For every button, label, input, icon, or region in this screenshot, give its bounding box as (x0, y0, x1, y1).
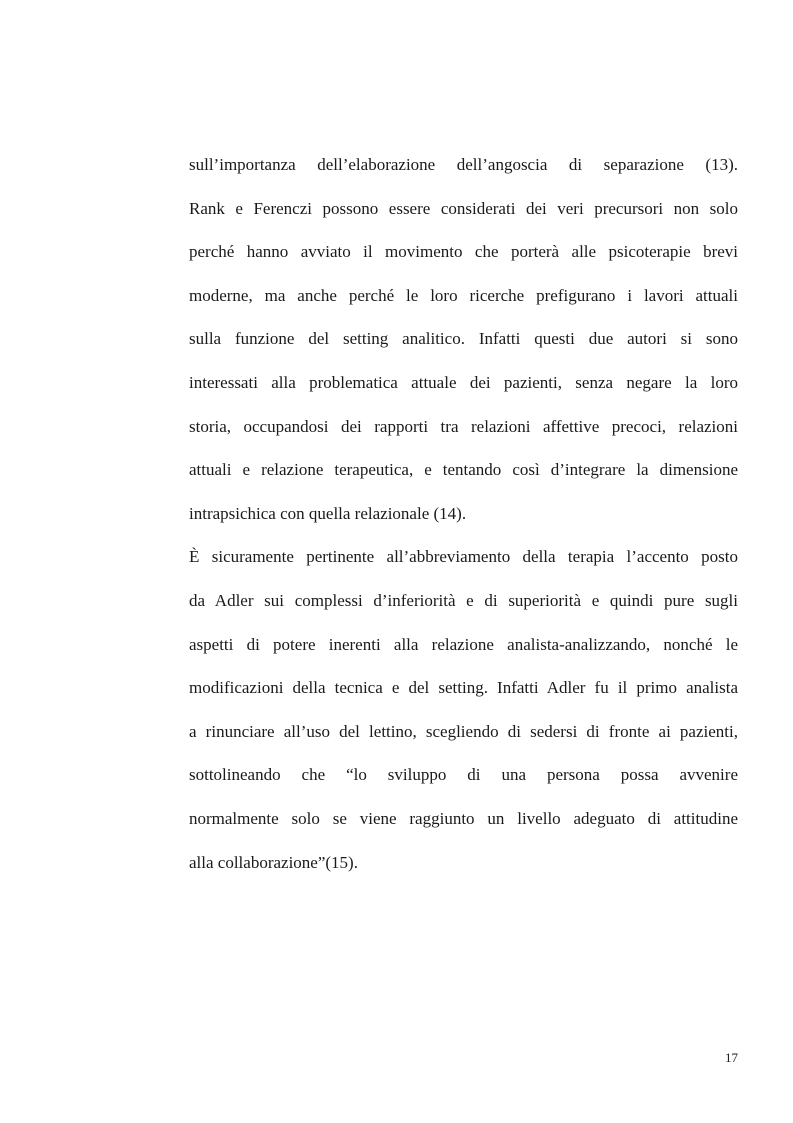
text-line: È sicuramente pertinente all’abbreviamento della terapia l’accento posto (189, 547, 738, 567)
text-line: moderne, ma anche perché le loro ricerche prefigurano i lavori attuali (189, 285, 738, 305)
text-line: storia, occupandosi dei rapporti tra relazioni affettive precoci, relazioni (189, 416, 738, 436)
text-line: a rinunciare all’uso del lettino, scegliendo di sedersi di fronte ai pazienti, (189, 721, 738, 741)
text-line: normalmente solo se viene raggiunto un livello adeguato di attitudine (189, 808, 738, 828)
text-line: aspetti di potere inerenti alla relazione analista-analizzando, nonché le (189, 634, 738, 654)
text-line: interessati alla problematica attuale dei pazienti, senza negare la loro (189, 372, 738, 392)
text-line: da Adler sui complessi d’inferiorità e di superiorità e quindi pure sugli (189, 590, 738, 610)
text-line: attuali e relazione terapeutica, e tentando così d’integrare la dimensione (189, 460, 738, 480)
text-line: Rank e Ferenczi possono essere considerati dei veri precursori non solo (189, 198, 738, 218)
body-text (189, 145, 738, 886)
text-line: sulla funzione del setting analitico. Infatti questi due autori si sono (189, 329, 738, 349)
text-line: modificazioni della tecnica e del setting. Infatti Adler fu il primo analista (189, 678, 738, 698)
text-line: sull’importanza dell’elaborazione dell’angoscia di separazione (13). (189, 155, 738, 174)
page-number: 17 (725, 1050, 738, 1065)
text-line: alla collaborazione”(15). (189, 852, 358, 872)
text-line: sottolineando che “lo sviluppo di una persona possa avvenire (189, 765, 738, 785)
text-line: intrapsichica con quella relazionale (14). (189, 503, 467, 523)
text-line: perché hanno avviato il movimento che porterà alle psicoterapie brevi (189, 242, 738, 262)
